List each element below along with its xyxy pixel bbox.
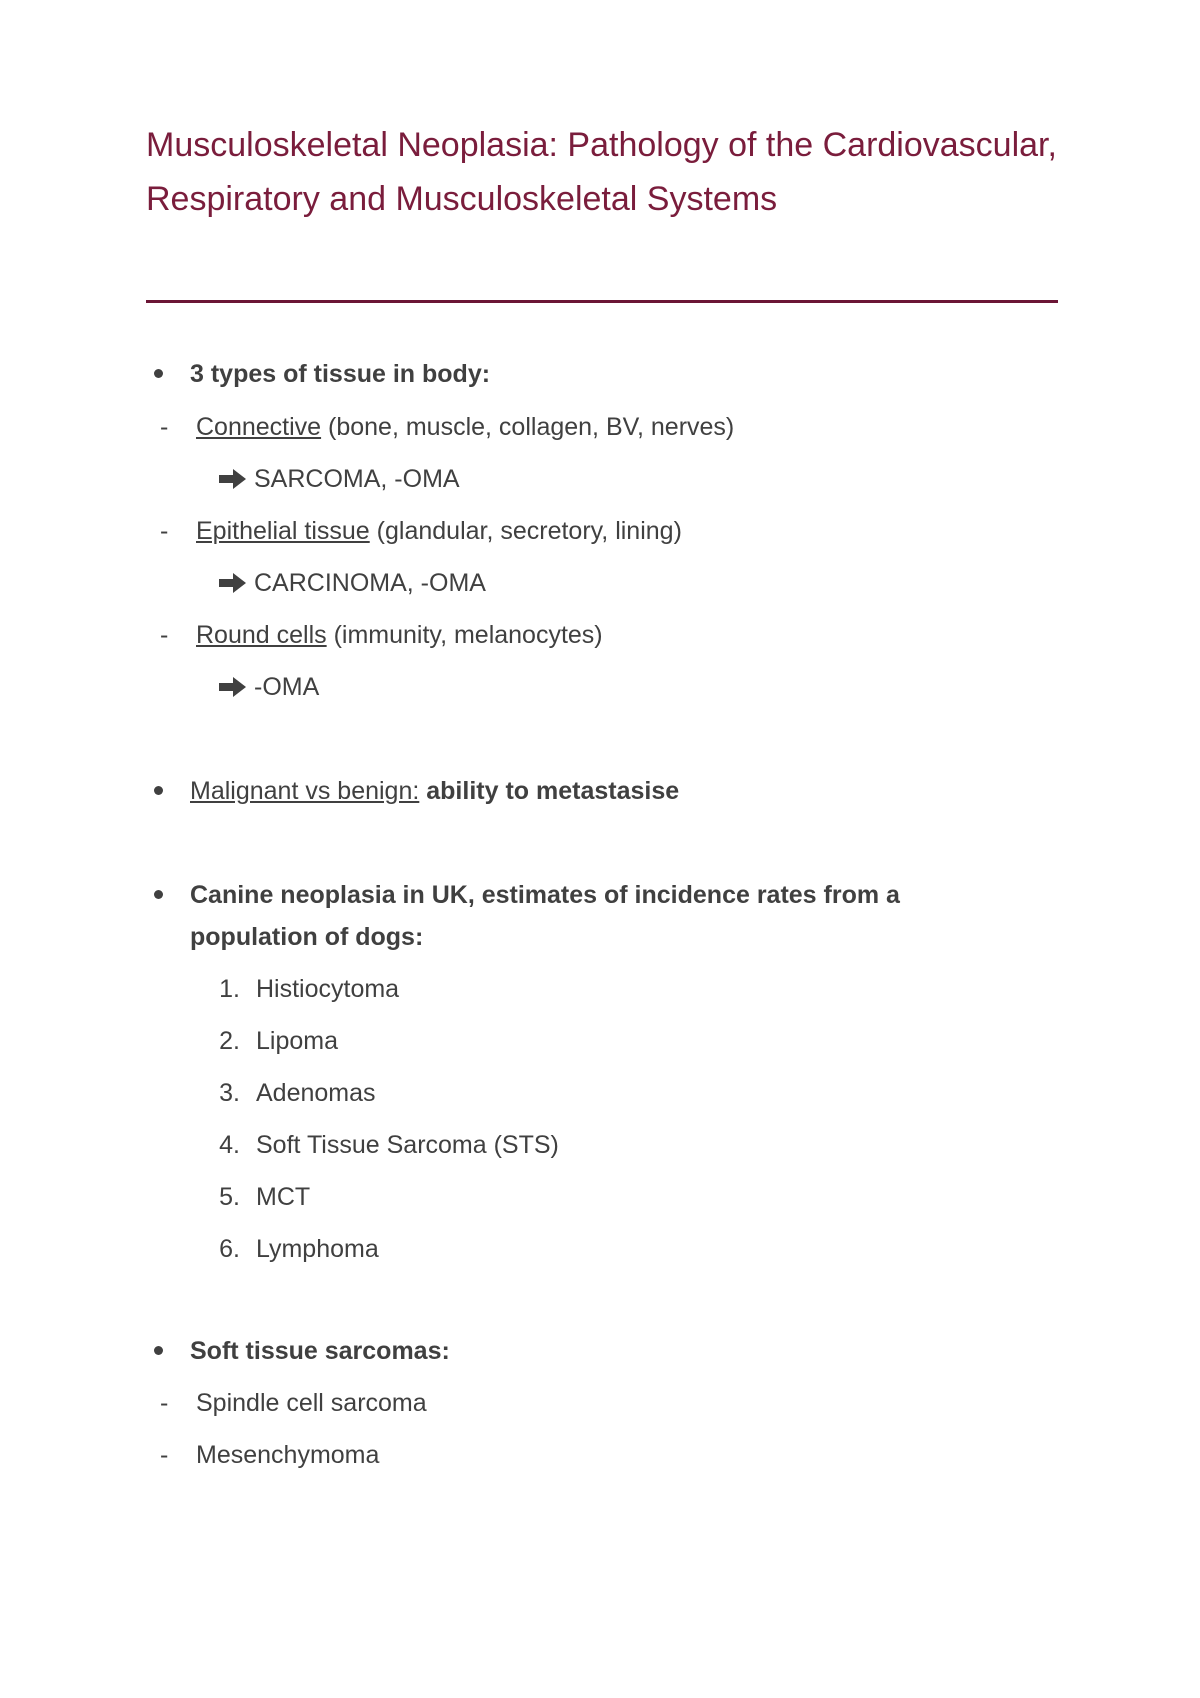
list-item-adenomas: Adenomas <box>256 1079 376 1107</box>
arrow-right-icon <box>218 572 248 594</box>
term-connective: Connective <box>196 413 322 441</box>
list-item-connective <box>196 410 734 444</box>
list-number: 3. <box>219 1079 240 1107</box>
list-item-mct: MCT <box>256 1183 311 1211</box>
list-number: 4. <box>219 1131 240 1159</box>
list-number: 6. <box>219 1235 240 1263</box>
desc-epithelial: (glandular, secretory, lining) <box>369 517 682 545</box>
section-heading-tissue-types: 3 types of tissue in body: <box>190 360 491 388</box>
result-sarcoma: SARCOMA, -OMA <box>254 465 460 493</box>
bullet-icon <box>154 369 163 378</box>
bullet-icon <box>154 786 163 795</box>
arrow-right-icon <box>218 676 248 698</box>
arrow-right-icon <box>218 468 248 490</box>
list-item-spindle: Spindle cell sarcoma <box>196 1389 427 1417</box>
dash-marker: - <box>160 517 169 545</box>
dash-marker: - <box>160 413 169 441</box>
dash-marker: - <box>160 1441 169 1469</box>
desc-connective: (bone, muscle, collagen, BV, nerves) <box>321 413 735 441</box>
malignant-line <box>190 774 679 808</box>
list-item-histiocytoma: Histiocytoma <box>256 975 400 1003</box>
result-carcinoma: CARCINOMA, -OMA <box>254 569 486 597</box>
list-number: 1. <box>219 975 240 1003</box>
list-item-mesenchymoma: Mesenchymoma <box>196 1441 380 1469</box>
list-item-sts: Soft Tissue Sarcoma (STS) <box>256 1131 559 1159</box>
desc-round-cells: (immunity, melanocytes) <box>326 621 603 649</box>
bullet-icon <box>154 1346 163 1355</box>
result-oma: -OMA <box>254 673 320 701</box>
term-round-cells: Round cells <box>196 621 327 649</box>
desc-malignant: ability to metastasise <box>419 777 680 805</box>
list-item-round-cells <box>196 618 603 652</box>
dash-marker: - <box>160 1389 169 1417</box>
list-item-lipoma: Lipoma <box>256 1027 338 1055</box>
section-heading-canine-line1: Canine neoplasia in UK, estimates of incidence rates from a <box>190 881 900 909</box>
term-malignant: Malignant vs benign: <box>190 777 420 805</box>
list-item-lymphoma: Lymphoma <box>256 1235 379 1263</box>
term-epithelial: Epithelial tissue <box>196 517 370 545</box>
list-item-epithelial <box>196 514 682 548</box>
page-title: Musculoskeletal Neoplasia: Pathology of the Cardiovascular, Respiratory and Musculoskeletal Systems <box>146 126 1057 218</box>
section-heading-soft-tissue: Soft tissue sarcomas: <box>190 1337 450 1365</box>
list-number: 5. <box>219 1183 240 1211</box>
title-divider <box>146 300 1058 303</box>
list-number: 2. <box>219 1027 240 1055</box>
bullet-icon <box>154 890 163 899</box>
dash-marker: - <box>160 621 169 649</box>
section-heading-canine-line2: population of dogs: <box>190 923 424 951</box>
